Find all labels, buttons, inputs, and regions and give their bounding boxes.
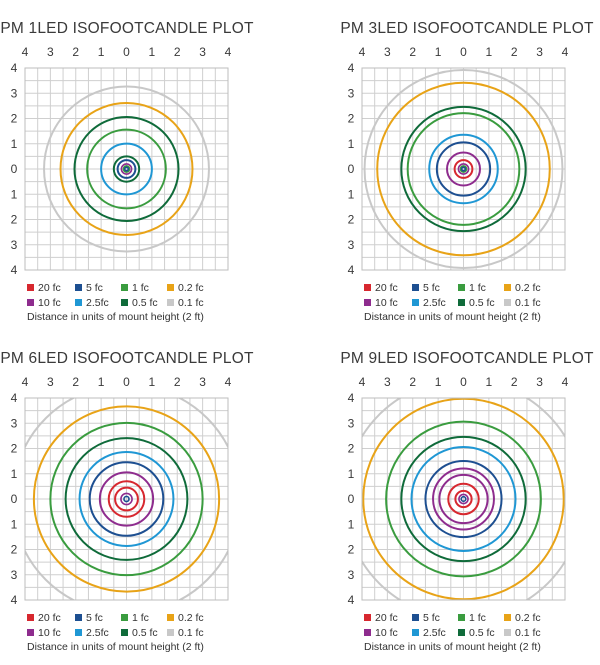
x-tick-label: 1 bbox=[434, 375, 442, 389]
x-tick-label: 0 bbox=[123, 375, 130, 389]
legend-swatch bbox=[167, 629, 174, 636]
x-tick-label: 1 bbox=[434, 45, 442, 59]
y-tick-label: 3 bbox=[347, 86, 355, 101]
y-tick-label: 2 bbox=[10, 212, 18, 227]
x-axis-label: Distance in units of mount height (2 ft) bbox=[27, 641, 204, 653]
x-tick-label: 2 bbox=[72, 375, 80, 389]
y-tick-label: 3 bbox=[347, 237, 355, 252]
legend-item bbox=[27, 612, 75, 624]
y-tick-label: 1 bbox=[10, 187, 18, 202]
legend-swatch bbox=[167, 614, 174, 621]
legend-item bbox=[412, 297, 458, 309]
x-tick-label: 3 bbox=[384, 45, 391, 59]
legend-swatch bbox=[75, 284, 82, 291]
legend-label: 0.5 fc bbox=[469, 296, 495, 309]
legend-label: 1 fc bbox=[469, 611, 486, 624]
x-tick-label: 4 bbox=[21, 375, 29, 389]
legend-swatch bbox=[121, 629, 128, 636]
legend-item bbox=[504, 282, 554, 294]
x-tick-label: 2 bbox=[173, 375, 181, 389]
legend-label: 2.5fc bbox=[423, 626, 446, 639]
y-tick-label: 4 bbox=[347, 593, 355, 607]
legend-row bbox=[27, 625, 217, 640]
x-tick-label: 4 bbox=[224, 45, 232, 59]
y-tick-label: 3 bbox=[10, 86, 18, 101]
chart-panel-1 bbox=[0, 0, 300, 332]
legend-swatch bbox=[167, 299, 174, 306]
legend-swatch bbox=[27, 284, 34, 291]
legend-swatch bbox=[167, 284, 174, 291]
legend-label: 20 fc bbox=[38, 281, 61, 294]
legend-label: 0.1 fc bbox=[178, 626, 204, 639]
legend-label: 0.2 fc bbox=[515, 611, 541, 624]
legend bbox=[27, 280, 217, 310]
y-tick-label: 0 bbox=[10, 162, 18, 176]
legend-swatch bbox=[504, 299, 511, 306]
legend-item bbox=[412, 627, 458, 639]
legend-swatch bbox=[504, 629, 511, 636]
x-tick-label: 2 bbox=[510, 45, 518, 59]
legend-label: 0.1 fc bbox=[178, 296, 204, 309]
legend-swatch bbox=[458, 629, 465, 636]
chart-title: PM 6LED ISOFOOTCANDLE PLOT bbox=[0, 350, 254, 367]
y-tick-label: 4 bbox=[347, 391, 355, 405]
x-tick-label: 3 bbox=[47, 45, 54, 59]
legend-label: 0.1 fc bbox=[515, 296, 541, 309]
legend-item bbox=[412, 282, 458, 294]
legend-swatch bbox=[458, 284, 465, 291]
y-tick-label: 0 bbox=[347, 492, 355, 506]
legend-label: 1 fc bbox=[469, 281, 486, 294]
legend bbox=[364, 280, 554, 310]
y-tick-label: 0 bbox=[347, 162, 355, 176]
legend-swatch bbox=[121, 284, 128, 291]
legend-row bbox=[364, 610, 554, 625]
legend-label: 1 fc bbox=[132, 611, 149, 624]
x-tick-label: 2 bbox=[72, 45, 80, 59]
legend-label: 0.5 fc bbox=[132, 626, 158, 639]
legend-label: 10 fc bbox=[38, 296, 61, 309]
legend bbox=[364, 610, 554, 640]
x-tick-label: 3 bbox=[47, 375, 54, 389]
legend-label: 2.5fc bbox=[86, 296, 109, 309]
legend-label: 5 fc bbox=[86, 281, 103, 294]
legend-label: 2.5fc bbox=[423, 296, 446, 309]
legend-swatch bbox=[412, 614, 419, 621]
legend-swatch bbox=[412, 299, 419, 306]
y-tick-label: 1 bbox=[347, 187, 355, 202]
x-tick-label: 1 bbox=[485, 45, 493, 59]
y-tick-label: 1 bbox=[10, 136, 18, 151]
legend-item bbox=[504, 297, 554, 309]
legend-row bbox=[27, 610, 217, 625]
x-tick-label: 4 bbox=[358, 45, 366, 59]
legend-row bbox=[364, 295, 554, 310]
y-tick-label: 4 bbox=[10, 61, 18, 75]
legend-item bbox=[75, 282, 121, 294]
legend-item bbox=[121, 627, 167, 639]
y-tick-label: 2 bbox=[347, 441, 355, 456]
y-tick-label: 4 bbox=[10, 263, 18, 277]
legend-item bbox=[27, 282, 75, 294]
x-tick-label: 2 bbox=[510, 375, 518, 389]
x-axis-label: Distance in units of mount height (2 ft) bbox=[364, 641, 541, 653]
legend-item bbox=[27, 297, 75, 309]
legend-row bbox=[27, 295, 217, 310]
chart-title: PM 1LED ISOFOOTCANDLE PLOT bbox=[0, 20, 254, 37]
y-tick-label: 2 bbox=[347, 111, 355, 126]
x-tick-label: 3 bbox=[199, 45, 206, 59]
legend-label: 0.5 fc bbox=[132, 296, 158, 309]
chart-panel-2 bbox=[337, 0, 600, 332]
legend-item bbox=[75, 297, 121, 309]
y-tick-label: 1 bbox=[347, 136, 355, 151]
legend-item bbox=[504, 627, 554, 639]
y-tick-label: 4 bbox=[347, 263, 355, 277]
y-tick-label: 4 bbox=[10, 593, 18, 607]
x-tick-label: 1 bbox=[148, 375, 156, 389]
y-tick-label: 2 bbox=[347, 212, 355, 227]
legend-label: 0.1 fc bbox=[515, 626, 541, 639]
legend-label: 20 fc bbox=[375, 281, 398, 294]
legend-label: 1 fc bbox=[132, 281, 149, 294]
legend-label: 5 fc bbox=[423, 611, 440, 624]
legend-swatch bbox=[121, 614, 128, 621]
x-tick-label: 2 bbox=[173, 45, 181, 59]
legend-item bbox=[75, 612, 121, 624]
legend-item bbox=[364, 627, 412, 639]
legend-swatch bbox=[364, 299, 371, 306]
y-tick-label: 1 bbox=[347, 517, 355, 532]
legend-item bbox=[167, 627, 217, 639]
legend-item bbox=[167, 297, 217, 309]
y-tick-label: 4 bbox=[10, 391, 18, 405]
legend-swatch bbox=[364, 284, 371, 291]
legend-item bbox=[121, 282, 167, 294]
legend-label: 10 fc bbox=[375, 626, 398, 639]
y-tick-label: 3 bbox=[347, 567, 355, 582]
legend-item bbox=[364, 297, 412, 309]
x-tick-label: 2 bbox=[409, 375, 417, 389]
grid bbox=[25, 398, 228, 600]
legend-label: 20 fc bbox=[375, 611, 398, 624]
x-tick-label: 1 bbox=[148, 45, 156, 59]
grid bbox=[362, 68, 565, 270]
legend-swatch bbox=[458, 299, 465, 306]
x-tick-label: 4 bbox=[224, 375, 232, 389]
x-tick-label: 3 bbox=[384, 375, 391, 389]
chart-title: PM 3LED ISOFOOTCANDLE PLOT bbox=[340, 20, 594, 37]
legend-swatch bbox=[121, 299, 128, 306]
x-axis-label: Distance in units of mount height (2 ft) bbox=[27, 311, 204, 323]
legend-label: 5 fc bbox=[423, 281, 440, 294]
legend-item bbox=[167, 282, 217, 294]
x-tick-label: 1 bbox=[485, 375, 493, 389]
x-tick-label: 0 bbox=[460, 375, 467, 389]
x-tick-label: 4 bbox=[21, 45, 29, 59]
legend-label: 0.2 fc bbox=[178, 611, 204, 624]
legend-item bbox=[167, 612, 217, 624]
legend-swatch bbox=[458, 614, 465, 621]
x-tick-label: 4 bbox=[561, 375, 569, 389]
legend-item bbox=[458, 612, 504, 624]
y-tick-label: 2 bbox=[347, 542, 355, 557]
legend-row bbox=[364, 625, 554, 640]
legend-label: 2.5fc bbox=[86, 626, 109, 639]
legend-row bbox=[364, 280, 554, 295]
legend-label: 10 fc bbox=[375, 296, 398, 309]
y-tick-label: 3 bbox=[10, 567, 18, 582]
y-tick-label: 2 bbox=[10, 111, 18, 126]
legend-swatch bbox=[27, 629, 34, 636]
y-tick-label: 3 bbox=[347, 416, 355, 431]
chart-panel-3 bbox=[0, 330, 300, 662]
x-tick-label: 1 bbox=[97, 375, 105, 389]
legend bbox=[27, 610, 217, 640]
legend-swatch bbox=[364, 614, 371, 621]
legend-swatch bbox=[75, 299, 82, 306]
legend-swatch bbox=[504, 284, 511, 291]
legend-item bbox=[504, 612, 554, 624]
x-tick-label: 3 bbox=[199, 375, 206, 389]
legend-label: 0.5 fc bbox=[469, 626, 495, 639]
y-tick-label: 4 bbox=[347, 61, 355, 75]
x-tick-label: 0 bbox=[460, 45, 467, 59]
legend-label: 5 fc bbox=[86, 611, 103, 624]
legend-item bbox=[121, 297, 167, 309]
chart-panel-4 bbox=[337, 330, 600, 662]
legend-item bbox=[412, 612, 458, 624]
legend-item bbox=[458, 627, 504, 639]
x-tick-label: 3 bbox=[536, 375, 543, 389]
legend-swatch bbox=[75, 629, 82, 636]
chart-title: PM 9LED ISOFOOTCANDLE PLOT bbox=[340, 350, 594, 367]
y-tick-label: 3 bbox=[10, 416, 18, 431]
y-tick-label: 0 bbox=[10, 492, 18, 506]
y-tick-label: 3 bbox=[10, 237, 18, 252]
legend-item bbox=[364, 282, 412, 294]
x-tick-label: 2 bbox=[409, 45, 417, 59]
legend-swatch bbox=[504, 614, 511, 621]
legend-swatch bbox=[412, 284, 419, 291]
legend-swatch bbox=[412, 629, 419, 636]
y-tick-label: 1 bbox=[10, 517, 18, 532]
x-axis-label: Distance in units of mount height (2 ft) bbox=[364, 311, 541, 323]
x-tick-label: 1 bbox=[97, 45, 105, 59]
y-tick-label: 1 bbox=[10, 466, 18, 481]
legend-item bbox=[458, 282, 504, 294]
x-tick-label: 4 bbox=[561, 45, 569, 59]
grid bbox=[25, 68, 228, 270]
x-tick-label: 0 bbox=[123, 45, 130, 59]
legend-swatch bbox=[27, 299, 34, 306]
legend-label: 10 fc bbox=[38, 626, 61, 639]
legend-item bbox=[75, 627, 121, 639]
legend-item bbox=[27, 627, 75, 639]
y-tick-label: 2 bbox=[10, 441, 18, 456]
legend-item bbox=[458, 297, 504, 309]
legend-swatch bbox=[75, 614, 82, 621]
legend-swatch bbox=[27, 614, 34, 621]
legend-row bbox=[27, 280, 217, 295]
legend-item bbox=[364, 612, 412, 624]
legend-label: 0.2 fc bbox=[178, 281, 204, 294]
legend-swatch bbox=[364, 629, 371, 636]
y-tick-label: 2 bbox=[10, 542, 18, 557]
y-tick-label: 1 bbox=[347, 466, 355, 481]
legend-label: 20 fc bbox=[38, 611, 61, 624]
x-tick-label: 4 bbox=[358, 375, 366, 389]
legend-item bbox=[121, 612, 167, 624]
x-tick-label: 3 bbox=[536, 45, 543, 59]
legend-label: 0.2 fc bbox=[515, 281, 541, 294]
